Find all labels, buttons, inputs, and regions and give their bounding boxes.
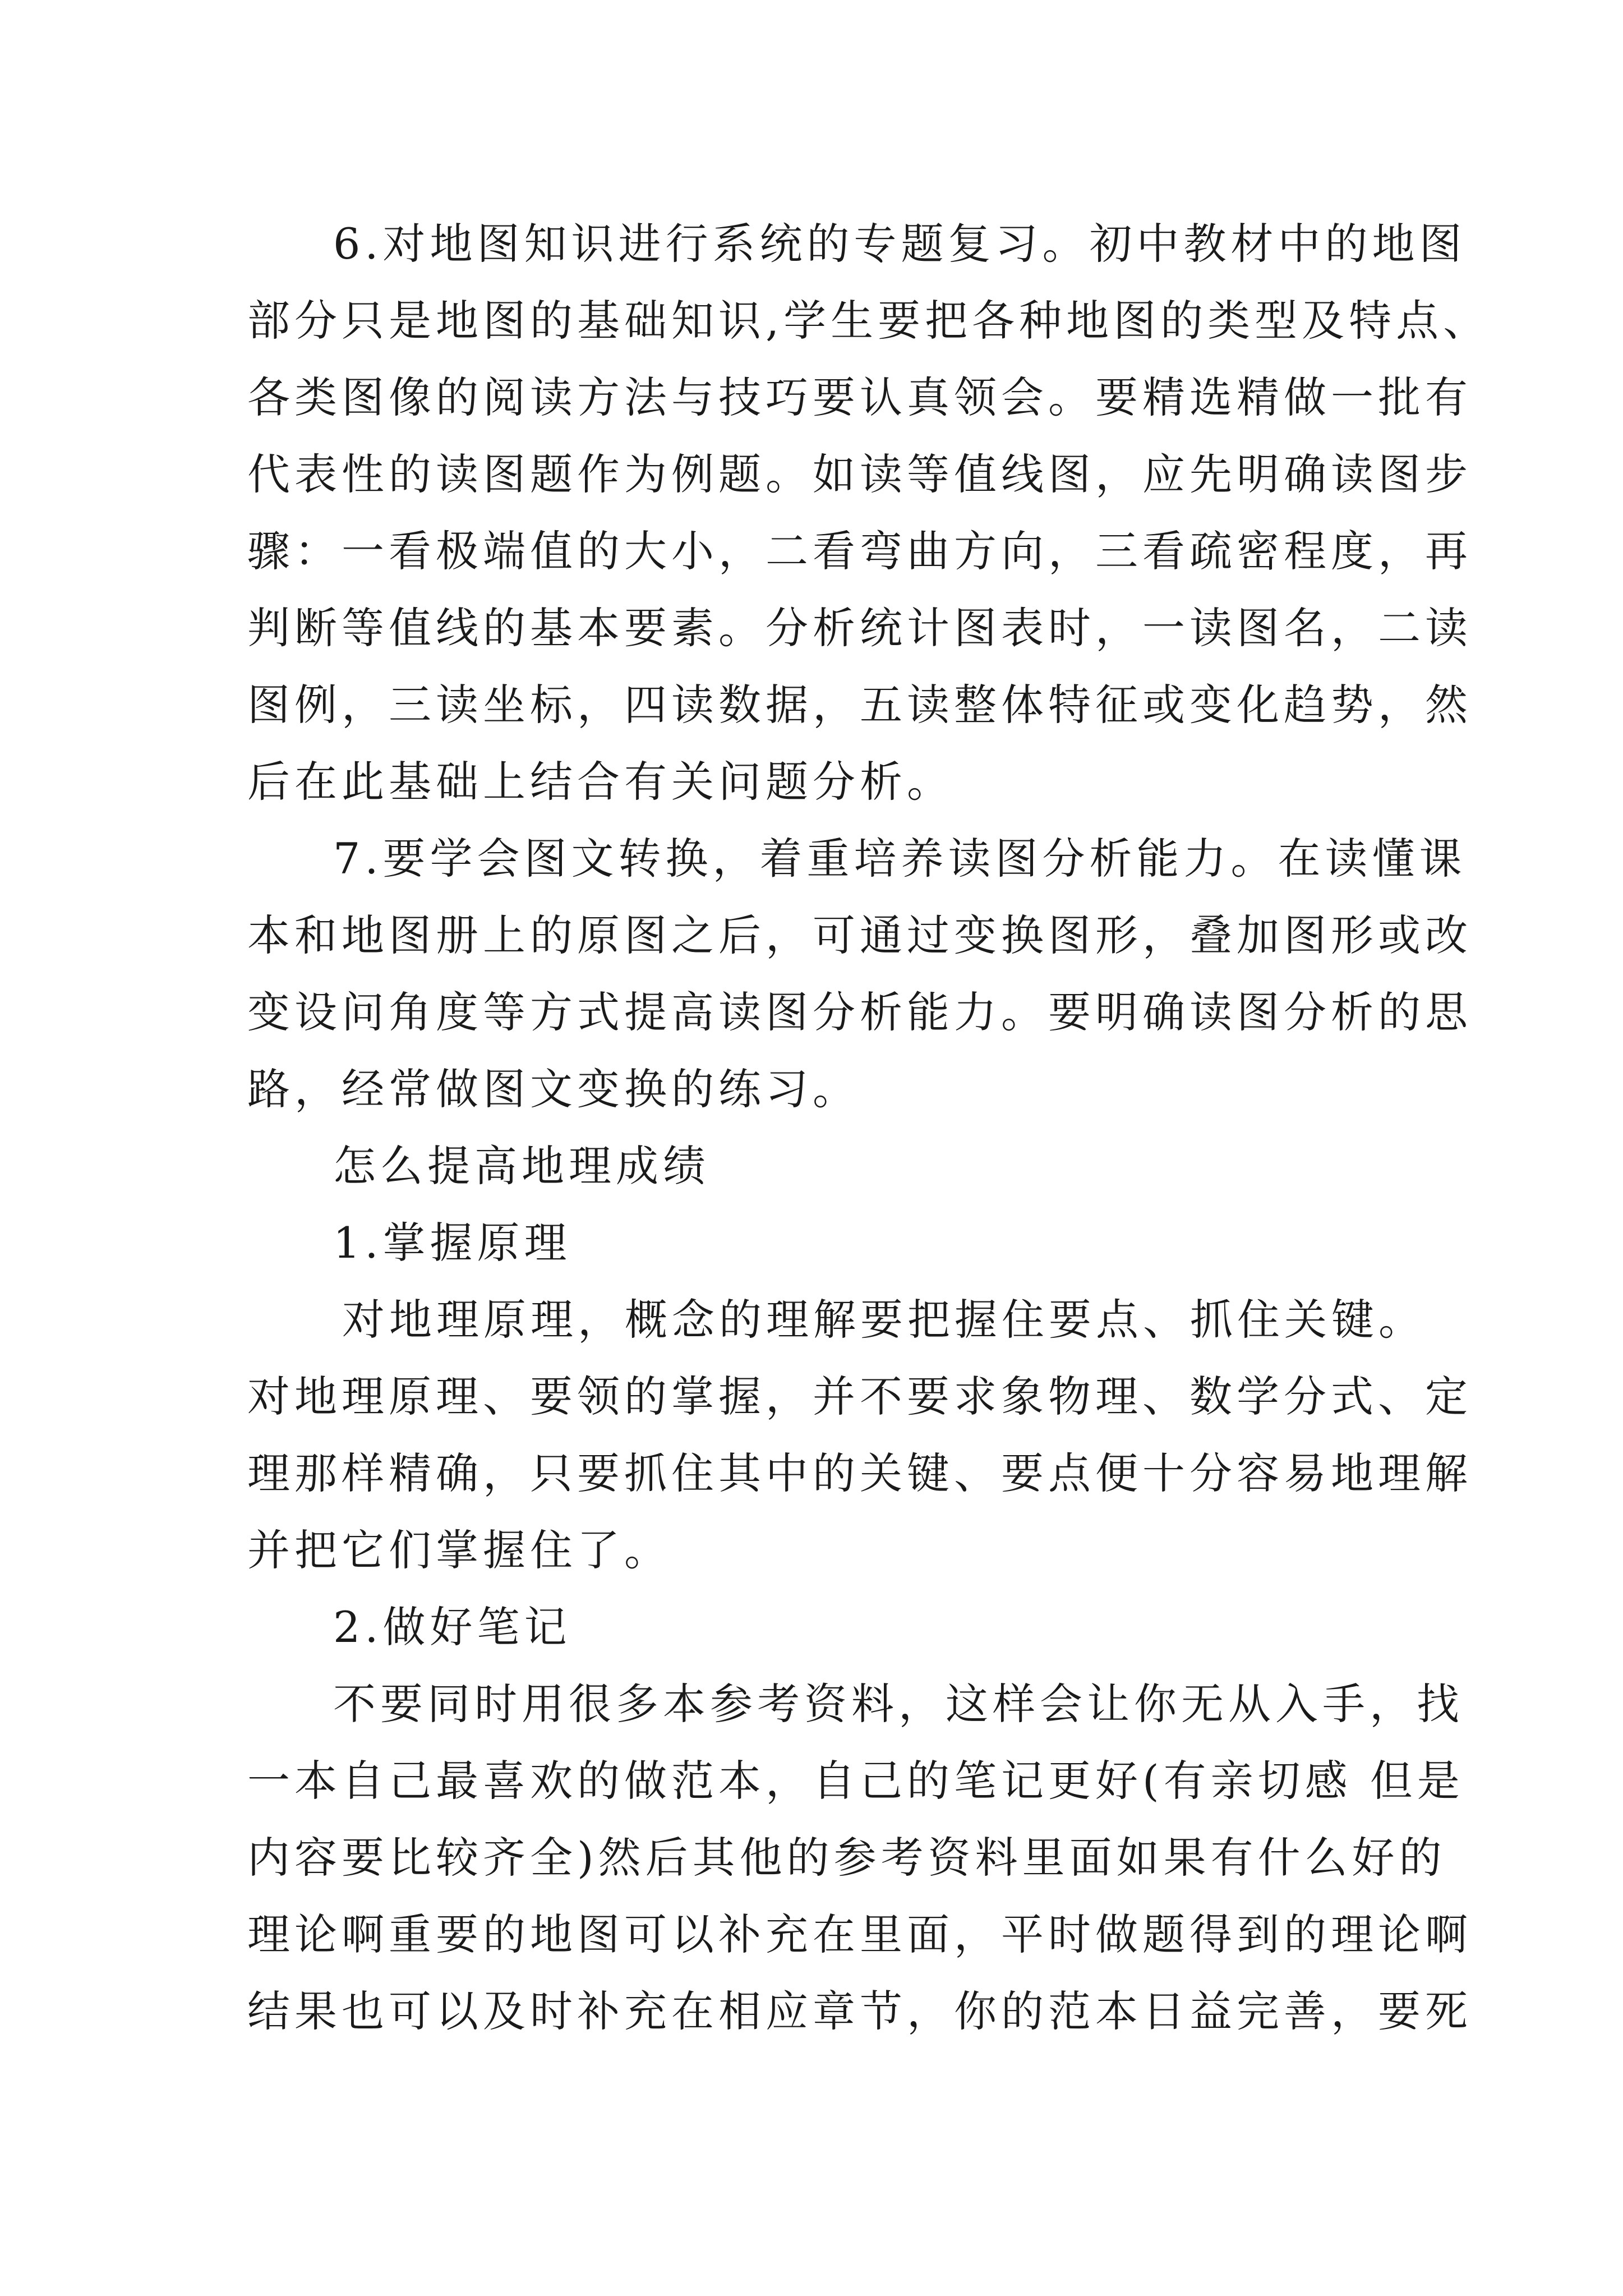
paragraph-7-line-4: 路，经常做图文变换的练习。 [247, 1064, 860, 1114]
paragraph-6-line-6: 判断等值线的基本要素。分析统计图表时，一读图名，二读 [247, 603, 1472, 653]
paragraph-7-line-3: 变设问角度等方式提高读图分析能力。要明确读图分析的思 [247, 987, 1472, 1037]
paragraph-7-line-2: 本和地图册上的原图之后，可通过变换图形，叠加图形或改 [247, 910, 1472, 960]
paragraph-6-line-1: 6.对地图知识进行系统的专题复习。初中教材中的地图 [333, 219, 1467, 269]
paragraph-7-line-1: 7.要学会图文转换，着重培养读图分析能力。在读懂课 [333, 834, 1467, 884]
paragraph-notes-line-3: 内容要比较齐全)然后其他的参考资料里面如果有什么好的 [247, 1833, 1446, 1883]
section-heading: 怎么提高地理成绩 [333, 1141, 710, 1191]
paragraph-notes-line-2: 一本自己最喜欢的做范本，自己的笔记更好(有亲切感 但是 [247, 1756, 1464, 1806]
paragraph-principle-line-4: 并把它们掌握住了。 [247, 1525, 671, 1575]
paragraph-6-line-3: 各类图像的阅读方法与技巧要认真领会。要精选精做一批有 [247, 372, 1472, 422]
paragraph-6-line-2: 部分只是地图的基础知识,学生要把各种地图的类型及特点、 [247, 296, 1491, 346]
paragraph-notes-line-4: 理论啊重要的地图可以补充在里面，平时做题得到的理论啊 [247, 1910, 1472, 1959]
paragraph-principle-line-2: 对地理原理、要领的掌握，并不要求象物理、数学分式、定 [247, 1372, 1472, 1421]
paragraph-6-line-4: 代表性的读图题作为例题。如读等值线图，应先明确读图步 [247, 449, 1472, 499]
paragraph-notes-line-1: 不要同时用很多本参考资料，这样会让你无从入手，找 [333, 1679, 1464, 1729]
paragraph-6-line-5: 骤：一看极端值的大小，二看弯曲方向，三看疏密程度，再 [247, 526, 1472, 576]
paragraph-6-line-8: 后在此基础上结合有关问题分析。 [247, 757, 954, 807]
paragraph-6-line-7: 图例，三读坐标，四读数据，五读整体特征或变化趋势，然 [247, 680, 1472, 730]
subheading-2: 2.做好笔记 [333, 1602, 571, 1652]
subheading-1: 1.掌握原理 [333, 1218, 571, 1268]
paragraph-principle-line-1: 对地理原理，概念的理解要把握住要点、抓住关键。 [342, 1295, 1426, 1345]
paragraph-notes-line-5: 结果也可以及时补充在相应章节，你的范本日益完善，要死 [247, 1986, 1472, 2036]
paragraph-principle-line-3: 理那样精确，只要抓住其中的关键、要点便十分容易地理解 [247, 1448, 1472, 1498]
